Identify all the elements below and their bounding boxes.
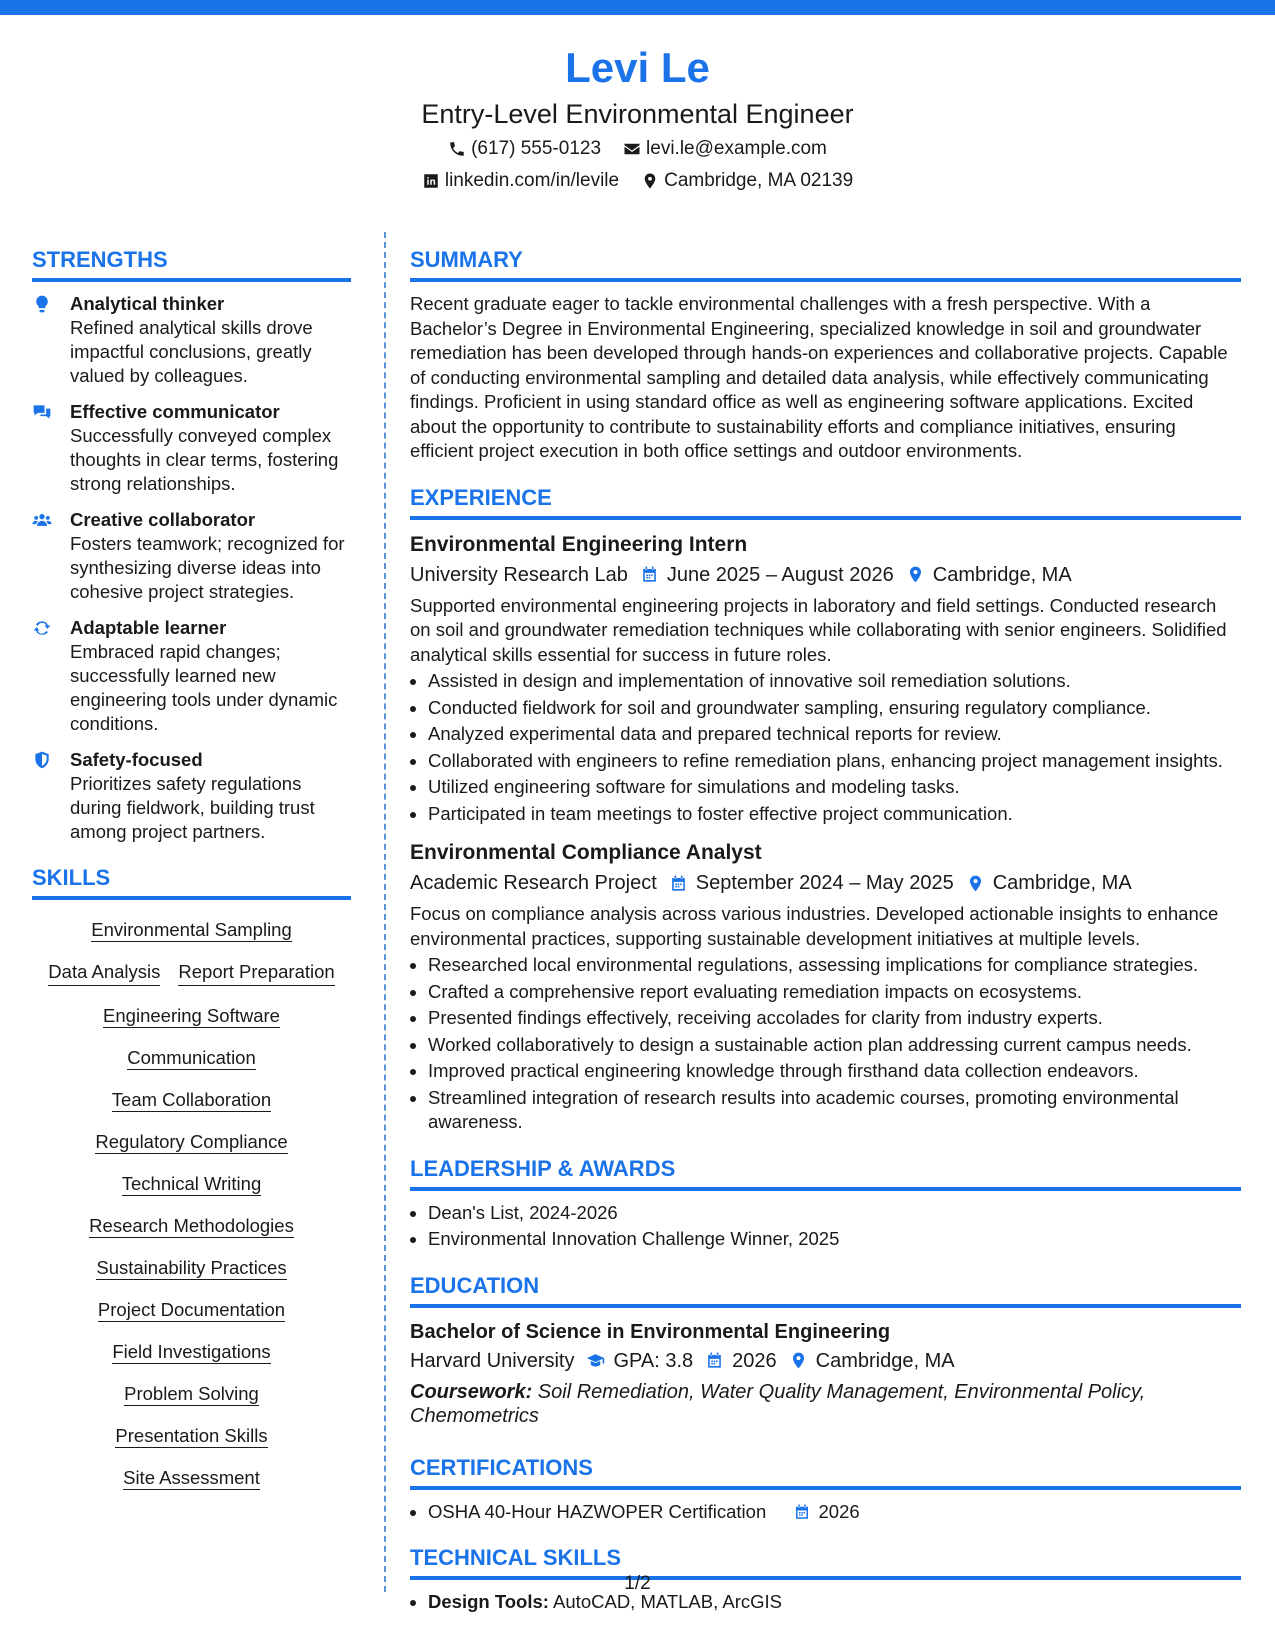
job-org: University Research Lab bbox=[410, 563, 628, 586]
location-contact bbox=[641, 166, 853, 196]
job-bullets bbox=[410, 953, 1241, 1135]
candidate-name: Levi Le bbox=[565, 44, 710, 91]
education-meta bbox=[410, 1346, 1241, 1376]
strength-title: Effective communicator bbox=[70, 401, 280, 422]
bullet-item: • Participated in team meetings to foster effective project communication. bbox=[428, 802, 1241, 827]
technical-skill-value: AutoCAD, MATLAB, ArcGIS bbox=[548, 1591, 782, 1612]
skill-tag: Report Preparation bbox=[178, 960, 334, 986]
job-location: Cambridge, MA bbox=[932, 563, 1072, 586]
bullet-item: • Collaborated with engineers to refine remediation plans, enhancing project management insights. bbox=[428, 749, 1241, 774]
linkedin-contact bbox=[422, 166, 619, 196]
strength-item bbox=[32, 508, 351, 604]
education-section bbox=[410, 1272, 1241, 1428]
award-item: • Dean's List, 2024-2026 bbox=[428, 1201, 1241, 1226]
job-dates: September 2024 – May 2025 bbox=[695, 872, 954, 894]
skill-tag: Engineering Software bbox=[103, 1005, 280, 1026]
top-accent-bar bbox=[0, 0, 1275, 15]
skill-tag: Regulatory Compliance bbox=[95, 1131, 288, 1152]
certifications-section bbox=[410, 1454, 1241, 1525]
graduation-cap-icon bbox=[586, 1351, 605, 1370]
technical-skill-label: Design Tools: bbox=[428, 1591, 549, 1612]
strength-title: Analytical thinker bbox=[70, 293, 225, 314]
skill-tag: Presentation Skills bbox=[115, 1425, 268, 1446]
calendar-icon bbox=[793, 1503, 811, 1521]
linkedin-icon bbox=[422, 172, 440, 190]
bullet-item: • Crafted a comprehensive report evaluating remediation impacts on ecosystems. bbox=[428, 980, 1241, 1005]
certification-name: • OSHA 40-Hour HAZWOPER Certification bbox=[428, 1500, 767, 1522]
contact-row-1 bbox=[0, 134, 1275, 164]
job-bullets bbox=[410, 669, 1241, 826]
job-description: Focus on compliance analysis across various industries. Developed actionable insights to enhance environmental practices, supporting sustainable development initiatives at multiple levels. bbox=[410, 903, 1219, 949]
job-dates: June 2025 – August 2026 bbox=[666, 563, 894, 586]
school-location: Cambridge, MA bbox=[815, 1349, 955, 1372]
job-title: Environmental Engineering Intern bbox=[410, 532, 748, 556]
left-column bbox=[32, 246, 351, 1490]
award-item: • Environmental Innovation Challenge Winner, 2025 bbox=[428, 1227, 1241, 1252]
chat-bubbles-icon bbox=[32, 402, 52, 422]
skill-tag: Sustainability Practices bbox=[96, 1257, 287, 1278]
skill-tag: Project Documentation bbox=[97, 1299, 286, 1320]
job-meta bbox=[410, 560, 1241, 590]
certifications-list bbox=[410, 1500, 1241, 1525]
bullet-item: • Researched local environmental regulations, assessing implications for compliance strategies. bbox=[428, 953, 1241, 978]
right-column bbox=[410, 246, 1241, 1617]
skills-list bbox=[32, 918, 351, 1490]
strength-item bbox=[32, 292, 351, 388]
coursework-list: Soil Remediation, Water Quality Management, Environmental Policy, Chemometrics bbox=[410, 1380, 1146, 1427]
job-description: Supported environmental engineering projects in laboratory and field settings. Conducted research on soil and groundwater remediation techniques while collaborating with senior engineers. Solidified analytical skills essential for success in future roles. bbox=[410, 594, 1227, 665]
skill-tag: Research Methodologies bbox=[89, 1215, 294, 1236]
location-text: Cambridge, MA 02139 bbox=[664, 170, 854, 191]
email-contact bbox=[623, 134, 827, 164]
phone-icon bbox=[448, 140, 466, 158]
skill-tag: Problem Solving bbox=[124, 1383, 259, 1404]
phone-number: (617) 555-0123 bbox=[471, 138, 602, 159]
certifications-heading: CERTIFICATIONS bbox=[410, 1454, 1241, 1490]
map-pin-icon bbox=[641, 172, 659, 190]
leadership-heading: LEADERSHIP & AWARDS bbox=[410, 1155, 1241, 1191]
education-heading: EDUCATION bbox=[410, 1272, 1241, 1308]
skill-tag: Environmental Sampling bbox=[91, 919, 292, 940]
experience-heading: EXPERIENCE bbox=[410, 484, 1241, 520]
graduation-year: 2026 bbox=[732, 1349, 777, 1372]
strength-desc: Fosters teamwork; recognized for synthesizing diverse ideas into cohesive project strategies. bbox=[70, 533, 345, 602]
skill-tag: Site Assessment bbox=[123, 1467, 260, 1488]
skill-tag: Communication bbox=[127, 1047, 256, 1068]
skills-heading: SKILLS bbox=[32, 864, 351, 900]
skill-tag: Technical Writing bbox=[121, 1173, 262, 1194]
coursework bbox=[410, 1380, 1241, 1428]
strength-item bbox=[32, 748, 351, 844]
bullet-item: • Conducted fieldwork for soil and groundwater sampling, ensuring regulatory compliance. bbox=[428, 696, 1241, 721]
bullet-item: • Analyzed experimental data and prepared technical reports for review. bbox=[428, 722, 1241, 747]
users-icon bbox=[32, 510, 52, 530]
strengths-heading: STRENGTHS bbox=[32, 246, 351, 282]
job-meta bbox=[410, 868, 1241, 898]
strength-title: Adaptable learner bbox=[70, 617, 227, 638]
school-name: Harvard University bbox=[410, 1349, 575, 1372]
bullet-item: • Improved practical engineering knowledge through firsthand data collection endeavors. bbox=[428, 1059, 1241, 1084]
bullet-item: • Streamlined integration of research results into academic courses, promoting environmental awareness. bbox=[428, 1086, 1241, 1135]
map-pin-icon bbox=[966, 874, 985, 893]
bullet-item: • Worked collaboratively to design a sustainable action plan addressing current campus needs. bbox=[428, 1033, 1241, 1058]
map-pin-icon bbox=[789, 1351, 808, 1370]
calendar-icon bbox=[705, 1351, 724, 1370]
linkedin-url: linkedin.com/in/levile bbox=[444, 170, 620, 191]
technical-skills-heading: TECHNICAL SKILLS bbox=[410, 1544, 1241, 1580]
strength-item bbox=[32, 400, 351, 496]
calendar-icon bbox=[669, 874, 688, 893]
resume-header bbox=[0, 40, 1275, 196]
skill-tag: Data Analysis bbox=[48, 960, 160, 986]
strength-desc: Refined analytical skills drove impactful conclusions, greatly valued by colleagues. bbox=[70, 317, 313, 386]
phone-contact bbox=[448, 134, 601, 164]
gpa-value: GPA: 3.8 bbox=[613, 1349, 694, 1372]
degree-title: Bachelor of Science in Environmental Engineering bbox=[410, 1320, 891, 1343]
refresh-icon bbox=[32, 618, 52, 638]
shield-icon bbox=[32, 750, 52, 770]
leadership-section bbox=[410, 1155, 1241, 1252]
envelope-icon bbox=[623, 140, 641, 158]
map-pin-icon bbox=[906, 565, 925, 584]
page-number: 1/2 bbox=[624, 1573, 651, 1594]
strength-item bbox=[32, 616, 351, 736]
summary-text: Recent graduate eager to tackle environmental challenges with a fresh perspective. With a Bachelor’s Degree in Environmental Engineering, specialized knowledge in soil and groundwater remediation has been developed through hands-on experiences and collaborative projects. Capable of conducting environmental sampling and detailed data analysis, while effectively communicating findings. Proficient in using standard office as well as engineering software applications. Excited about the opportunity to contribute to sustainability efforts and compliance initiatives, ensuring efficient project execution in both office settings and outdoor environments. bbox=[410, 293, 1228, 461]
skill-tag: Team Collaboration bbox=[111, 1089, 272, 1110]
strength-desc: Prioritizes safety regulations during fieldwork, building trust among project partners. bbox=[70, 773, 315, 842]
certification-year: 2026 bbox=[818, 1500, 860, 1522]
strength-desc: Successfully conveyed complex thoughts in clear terms, fostering strong relationships. bbox=[70, 425, 339, 494]
bullet-item: • Presented findings effectively, receiving accolades for clarity from industry experts. bbox=[428, 1006, 1241, 1031]
strength-title: Safety-focused bbox=[70, 749, 203, 770]
email-address: levi.le@example.com bbox=[646, 138, 827, 159]
lightbulb-icon bbox=[32, 294, 52, 314]
leadership-list bbox=[410, 1201, 1241, 1252]
contact-row-2 bbox=[0, 166, 1275, 196]
strength-desc: Embraced rapid changes; successfully learned new engineering tools under dynamic conditions. bbox=[70, 641, 338, 734]
bullet-item: • Utilized engineering software for simulations and modeling tasks. bbox=[428, 775, 1241, 800]
certification-item bbox=[428, 1500, 1241, 1525]
experience-section bbox=[410, 484, 1241, 1135]
coursework-label: Coursework: bbox=[410, 1380, 533, 1403]
summary-heading: SUMMARY bbox=[410, 246, 1241, 282]
column-divider bbox=[384, 232, 386, 1592]
job-title: Entry-Level Environmental Engineer bbox=[421, 99, 854, 129]
skill-tag: Field Investigations bbox=[112, 1341, 271, 1362]
job-location: Cambridge, MA bbox=[992, 872, 1132, 894]
job-title: Environmental Compliance Analyst bbox=[410, 841, 762, 864]
strength-title: Creative collaborator bbox=[70, 509, 256, 530]
calendar-icon bbox=[640, 565, 659, 584]
bullet-item: • Assisted in design and implementation of innovative soil remediation solutions. bbox=[428, 669, 1241, 694]
job-org: Academic Research Project bbox=[410, 872, 657, 894]
